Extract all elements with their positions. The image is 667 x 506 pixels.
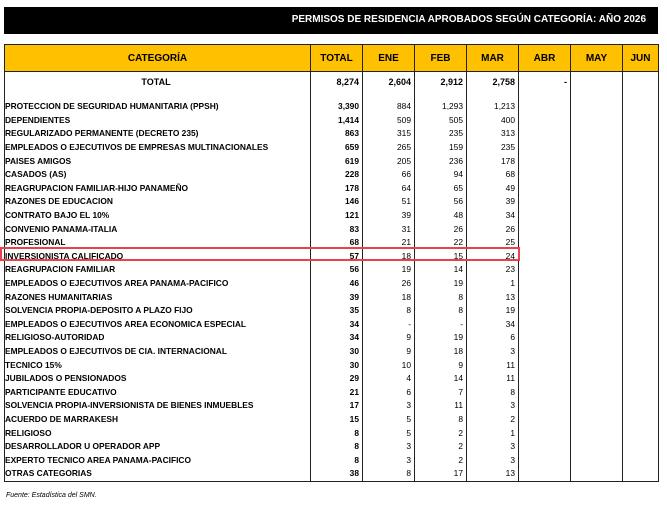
row-feb: 8	[415, 413, 467, 427]
table-row	[5, 304, 659, 318]
row-feb: 56	[415, 195, 467, 209]
header-feb: FEB	[415, 45, 467, 72]
row-jun	[623, 127, 659, 141]
row-feb: 1,293	[415, 100, 467, 114]
row-may	[571, 277, 623, 291]
row-may	[571, 114, 623, 128]
table-row	[5, 331, 659, 345]
header-mar: MAR	[467, 45, 519, 72]
row-may	[571, 127, 623, 141]
row-abr	[519, 358, 571, 372]
row-mar: 39	[467, 195, 519, 209]
row-ene: -	[363, 318, 415, 332]
table-row	[5, 385, 659, 399]
row-label: EXPERTO TECNICO AREA PANAMA-PACIFICO	[5, 453, 311, 467]
row-may	[571, 168, 623, 182]
row-jun	[623, 100, 659, 114]
row-may	[571, 399, 623, 413]
row-mar: 25	[467, 236, 519, 250]
row-label: TECNICO 15%	[5, 358, 311, 372]
row-label: DESARROLLADOR U OPERADOR APP	[5, 440, 311, 454]
row-abr	[519, 399, 571, 413]
row-ene: 8	[363, 467, 415, 481]
header-abr: ABR	[519, 45, 571, 72]
row-may	[571, 385, 623, 399]
row-feb: 19	[415, 277, 467, 291]
row-jun	[623, 114, 659, 128]
row-abr	[519, 141, 571, 155]
row-label: EMPLEADOS O EJECUTIVOS AREA ECONOMICA ESPECIAL	[5, 318, 311, 332]
row-may	[571, 467, 623, 481]
row-abr	[519, 154, 571, 168]
row-may	[571, 372, 623, 386]
row-may	[571, 141, 623, 155]
row-abr	[519, 385, 571, 399]
total-label: TOTAL	[5, 72, 311, 101]
row-feb: 17	[415, 467, 467, 481]
row-total: 146	[311, 195, 363, 209]
table-row	[5, 154, 659, 168]
row-mar: 34	[467, 318, 519, 332]
row-ene: 51	[363, 195, 415, 209]
table-title: PERMISOS DE RESIDENCIA APROBADOS SEGÚN CATEGORÍA: AÑO 2026	[291, 14, 646, 25]
row-ene: 884	[363, 100, 415, 114]
table-row	[5, 127, 659, 141]
total-mar: 2,758	[467, 72, 519, 101]
row-jun	[623, 277, 659, 291]
row-feb: 2	[415, 426, 467, 440]
table-row	[5, 290, 659, 304]
row-mar: 19	[467, 304, 519, 318]
row-mar: 1	[467, 426, 519, 440]
row-jun	[623, 318, 659, 332]
row-jun	[623, 385, 659, 399]
row-may	[571, 100, 623, 114]
row-jun	[623, 372, 659, 386]
row-total: 228	[311, 168, 363, 182]
row-total: 57	[311, 250, 363, 264]
row-feb: 505	[415, 114, 467, 128]
row-jun	[623, 182, 659, 196]
row-ene: 21	[363, 236, 415, 250]
row-jun	[623, 250, 659, 264]
row-ene: 265	[363, 141, 415, 155]
row-mar: 3	[467, 440, 519, 454]
row-label: CONVENIO PANAMA-ITALIA	[5, 222, 311, 236]
row-ene: 9	[363, 331, 415, 345]
row-may	[571, 358, 623, 372]
row-label: OTRAS CATEGORIAS	[5, 467, 311, 481]
header-jun: JUN	[623, 45, 659, 72]
row-abr	[519, 453, 571, 467]
row-mar: 178	[467, 154, 519, 168]
row-feb: 48	[415, 209, 467, 223]
row-ene: 26	[363, 277, 415, 291]
row-feb: 9	[415, 358, 467, 372]
row-jun	[623, 331, 659, 345]
row-jun	[623, 209, 659, 223]
row-abr	[519, 372, 571, 386]
row-feb: 14	[415, 263, 467, 277]
row-total: 38	[311, 467, 363, 481]
row-jun	[623, 154, 659, 168]
table-row	[5, 236, 659, 250]
row-total: 34	[311, 318, 363, 332]
row-may	[571, 263, 623, 277]
row-total: 30	[311, 345, 363, 359]
table-row	[5, 277, 659, 291]
row-may	[571, 426, 623, 440]
row-jun	[623, 399, 659, 413]
row-feb: 2	[415, 440, 467, 454]
table-row	[5, 263, 659, 277]
row-feb: -	[415, 318, 467, 332]
row-label: REGULARIZADO PERMANENTE (DECRETO 235)	[5, 127, 311, 141]
row-mar: 13	[467, 290, 519, 304]
table-row	[5, 222, 659, 236]
row-label: PROTECCION DE SEGURIDAD HUMANITARIA (PPSH)	[5, 100, 311, 114]
row-total: 34	[311, 331, 363, 345]
row-total: 659	[311, 141, 363, 155]
total-abr: -	[519, 72, 571, 101]
row-abr	[519, 426, 571, 440]
row-jun	[623, 426, 659, 440]
row-feb: 94	[415, 168, 467, 182]
row-mar: 34	[467, 209, 519, 223]
row-mar: 49	[467, 182, 519, 196]
row-may	[571, 413, 623, 427]
table-row	[5, 250, 659, 264]
header-categoria: CATEGORÍA	[5, 45, 311, 72]
row-feb: 159	[415, 141, 467, 155]
row-total: 121	[311, 209, 363, 223]
table-row	[5, 440, 659, 454]
row-mar: 400	[467, 114, 519, 128]
row-abr	[519, 263, 571, 277]
table-row	[5, 209, 659, 223]
row-total: 1,414	[311, 114, 363, 128]
row-feb: 11	[415, 399, 467, 413]
row-abr	[519, 413, 571, 427]
row-abr	[519, 318, 571, 332]
row-abr	[519, 114, 571, 128]
row-label: CASADOS (AS)	[5, 168, 311, 182]
header-may: MAY	[571, 45, 623, 72]
row-jun	[623, 453, 659, 467]
row-label: PROFESIONAL	[5, 236, 311, 250]
table-row	[5, 141, 659, 155]
table-row	[5, 182, 659, 196]
row-jun	[623, 141, 659, 155]
table-row	[5, 413, 659, 427]
row-total: 21	[311, 385, 363, 399]
row-total: 17	[311, 399, 363, 413]
row-total: 178	[311, 182, 363, 196]
row-feb: 8	[415, 304, 467, 318]
row-jun	[623, 195, 659, 209]
row-abr	[519, 277, 571, 291]
row-ene: 8	[363, 304, 415, 318]
row-may	[571, 345, 623, 359]
row-total: 863	[311, 127, 363, 141]
row-feb: 235	[415, 127, 467, 141]
row-ene: 6	[363, 385, 415, 399]
row-mar: 11	[467, 358, 519, 372]
row-ene: 18	[363, 290, 415, 304]
row-mar: 2	[467, 413, 519, 427]
row-total: 8	[311, 440, 363, 454]
row-feb: 2	[415, 453, 467, 467]
row-total: 56	[311, 263, 363, 277]
row-jun	[623, 222, 659, 236]
row-may	[571, 250, 623, 264]
table-row	[5, 345, 659, 359]
row-mar: 24	[467, 250, 519, 264]
row-may	[571, 195, 623, 209]
table-row	[5, 426, 659, 440]
table-row	[5, 100, 659, 114]
row-mar: 3	[467, 345, 519, 359]
row-feb: 26	[415, 222, 467, 236]
row-label: REAGRUPACION FAMILIAR	[5, 263, 311, 277]
row-label: EMPLEADOS O EJECUTIVOS DE EMPRESAS MULTINACIONALES	[5, 141, 311, 155]
row-abr	[519, 440, 571, 454]
row-label: ACUERDO DE MARRAKESH	[5, 413, 311, 427]
row-mar: 1	[467, 277, 519, 291]
table-row	[5, 399, 659, 413]
row-label: PAISES AMIGOS	[5, 154, 311, 168]
row-jun	[623, 263, 659, 277]
row-may	[571, 209, 623, 223]
row-jun	[623, 290, 659, 304]
row-mar: 313	[467, 127, 519, 141]
total-feb: 2,912	[415, 72, 467, 101]
row-ene: 315	[363, 127, 415, 141]
row-may	[571, 440, 623, 454]
row-ene: 19	[363, 263, 415, 277]
row-total: 8	[311, 426, 363, 440]
row-label: CONTRATO BAJO EL 10%	[5, 209, 311, 223]
row-ene: 3	[363, 453, 415, 467]
row-mar: 3	[467, 399, 519, 413]
row-jun	[623, 236, 659, 250]
row-total: 619	[311, 154, 363, 168]
row-ene: 205	[363, 154, 415, 168]
total-row	[5, 72, 659, 101]
row-abr	[519, 331, 571, 345]
row-total: 68	[311, 236, 363, 250]
row-jun	[623, 345, 659, 359]
row-may	[571, 182, 623, 196]
row-label: DEPENDIENTES	[5, 114, 311, 128]
row-mar: 13	[467, 467, 519, 481]
row-mar: 68	[467, 168, 519, 182]
row-total: 46	[311, 277, 363, 291]
table-row	[5, 195, 659, 209]
row-may	[571, 331, 623, 345]
table-row	[5, 372, 659, 386]
row-may	[571, 222, 623, 236]
source-note: Fuente: Estadística del SMN.	[6, 492, 97, 499]
row-label: SOLVENCIA PROPIA-DEPOSITO A PLAZO FIJO	[5, 304, 311, 318]
row-label: SOLVENCIA PROPIA-INVERSIONISTA DE BIENES INMUEBLES	[5, 399, 311, 413]
row-label: JUBILADOS O PENSIONADOS	[5, 372, 311, 386]
row-may	[571, 236, 623, 250]
row-total: 29	[311, 372, 363, 386]
row-label: RAZONES DE EDUCACION	[5, 195, 311, 209]
table-row	[5, 453, 659, 467]
row-abr	[519, 209, 571, 223]
row-total: 30	[311, 358, 363, 372]
row-feb: 65	[415, 182, 467, 196]
row-abr	[519, 100, 571, 114]
row-total: 35	[311, 304, 363, 318]
row-mar: 6	[467, 331, 519, 345]
row-mar: 1,213	[467, 100, 519, 114]
row-total: 15	[311, 413, 363, 427]
table-row	[5, 467, 659, 481]
row-jun	[623, 413, 659, 427]
row-may	[571, 453, 623, 467]
row-feb: 14	[415, 372, 467, 386]
row-feb: 236	[415, 154, 467, 168]
row-abr	[519, 467, 571, 481]
row-feb: 8	[415, 290, 467, 304]
row-abr	[519, 195, 571, 209]
residence-permits-table	[4, 44, 659, 482]
row-jun	[623, 304, 659, 318]
row-ene: 5	[363, 426, 415, 440]
row-total: 39	[311, 290, 363, 304]
row-mar: 3	[467, 453, 519, 467]
row-jun	[623, 358, 659, 372]
total-total: 8,274	[311, 72, 363, 101]
row-jun	[623, 467, 659, 481]
table-row	[5, 168, 659, 182]
row-abr	[519, 290, 571, 304]
row-label: REAGRUPACION FAMILIAR-HIJO PANAMEÑO	[5, 182, 311, 196]
row-label: RELIGIOSO	[5, 426, 311, 440]
row-abr	[519, 250, 571, 264]
row-total: 3,390	[311, 100, 363, 114]
row-ene: 5	[363, 413, 415, 427]
total-ene: 2,604	[363, 72, 415, 101]
row-abr	[519, 222, 571, 236]
header-row	[5, 45, 659, 72]
header-ene: ENE	[363, 45, 415, 72]
row-ene: 3	[363, 440, 415, 454]
row-label: PARTICIPANTE EDUCATIVO	[5, 385, 311, 399]
row-ene: 3	[363, 399, 415, 413]
row-label: INVERSIONISTA CALIFICADO	[5, 250, 311, 264]
title-banner	[4, 7, 658, 34]
row-feb: 19	[415, 331, 467, 345]
row-label: RELIGIOSO-AUTORIDAD	[5, 331, 311, 345]
row-feb: 22	[415, 236, 467, 250]
row-total: 8	[311, 453, 363, 467]
table-row	[5, 318, 659, 332]
row-may	[571, 318, 623, 332]
row-jun	[623, 168, 659, 182]
table-row	[5, 358, 659, 372]
row-abr	[519, 236, 571, 250]
row-mar: 8	[467, 385, 519, 399]
row-ene: 4	[363, 372, 415, 386]
row-total: 83	[311, 222, 363, 236]
row-mar: 235	[467, 141, 519, 155]
row-abr	[519, 168, 571, 182]
row-mar: 23	[467, 263, 519, 277]
row-feb: 15	[415, 250, 467, 264]
row-ene: 9	[363, 345, 415, 359]
header-total: TOTAL	[311, 45, 363, 72]
row-may	[571, 290, 623, 304]
total-may	[571, 72, 623, 101]
row-feb: 7	[415, 385, 467, 399]
row-mar: 26	[467, 222, 519, 236]
row-abr	[519, 304, 571, 318]
total-jun	[623, 72, 659, 101]
row-jun	[623, 440, 659, 454]
row-abr	[519, 182, 571, 196]
row-mar: 11	[467, 372, 519, 386]
row-label: EMPLEADOS O EJECUTIVOS DE CIA. INTERNACIONAL	[5, 345, 311, 359]
row-ene: 31	[363, 222, 415, 236]
row-label: RAZONES HUMANITARIAS	[5, 290, 311, 304]
row-feb: 18	[415, 345, 467, 359]
row-ene: 66	[363, 168, 415, 182]
row-ene: 18	[363, 250, 415, 264]
row-ene: 10	[363, 358, 415, 372]
row-label: EMPLEADOS O EJECUTIVOS AREA PANAMA-PACIFICO	[5, 277, 311, 291]
row-may	[571, 304, 623, 318]
row-abr	[519, 345, 571, 359]
row-may	[571, 154, 623, 168]
table-row	[5, 114, 659, 128]
row-ene: 64	[363, 182, 415, 196]
row-ene: 509	[363, 114, 415, 128]
row-abr	[519, 127, 571, 141]
row-ene: 39	[363, 209, 415, 223]
